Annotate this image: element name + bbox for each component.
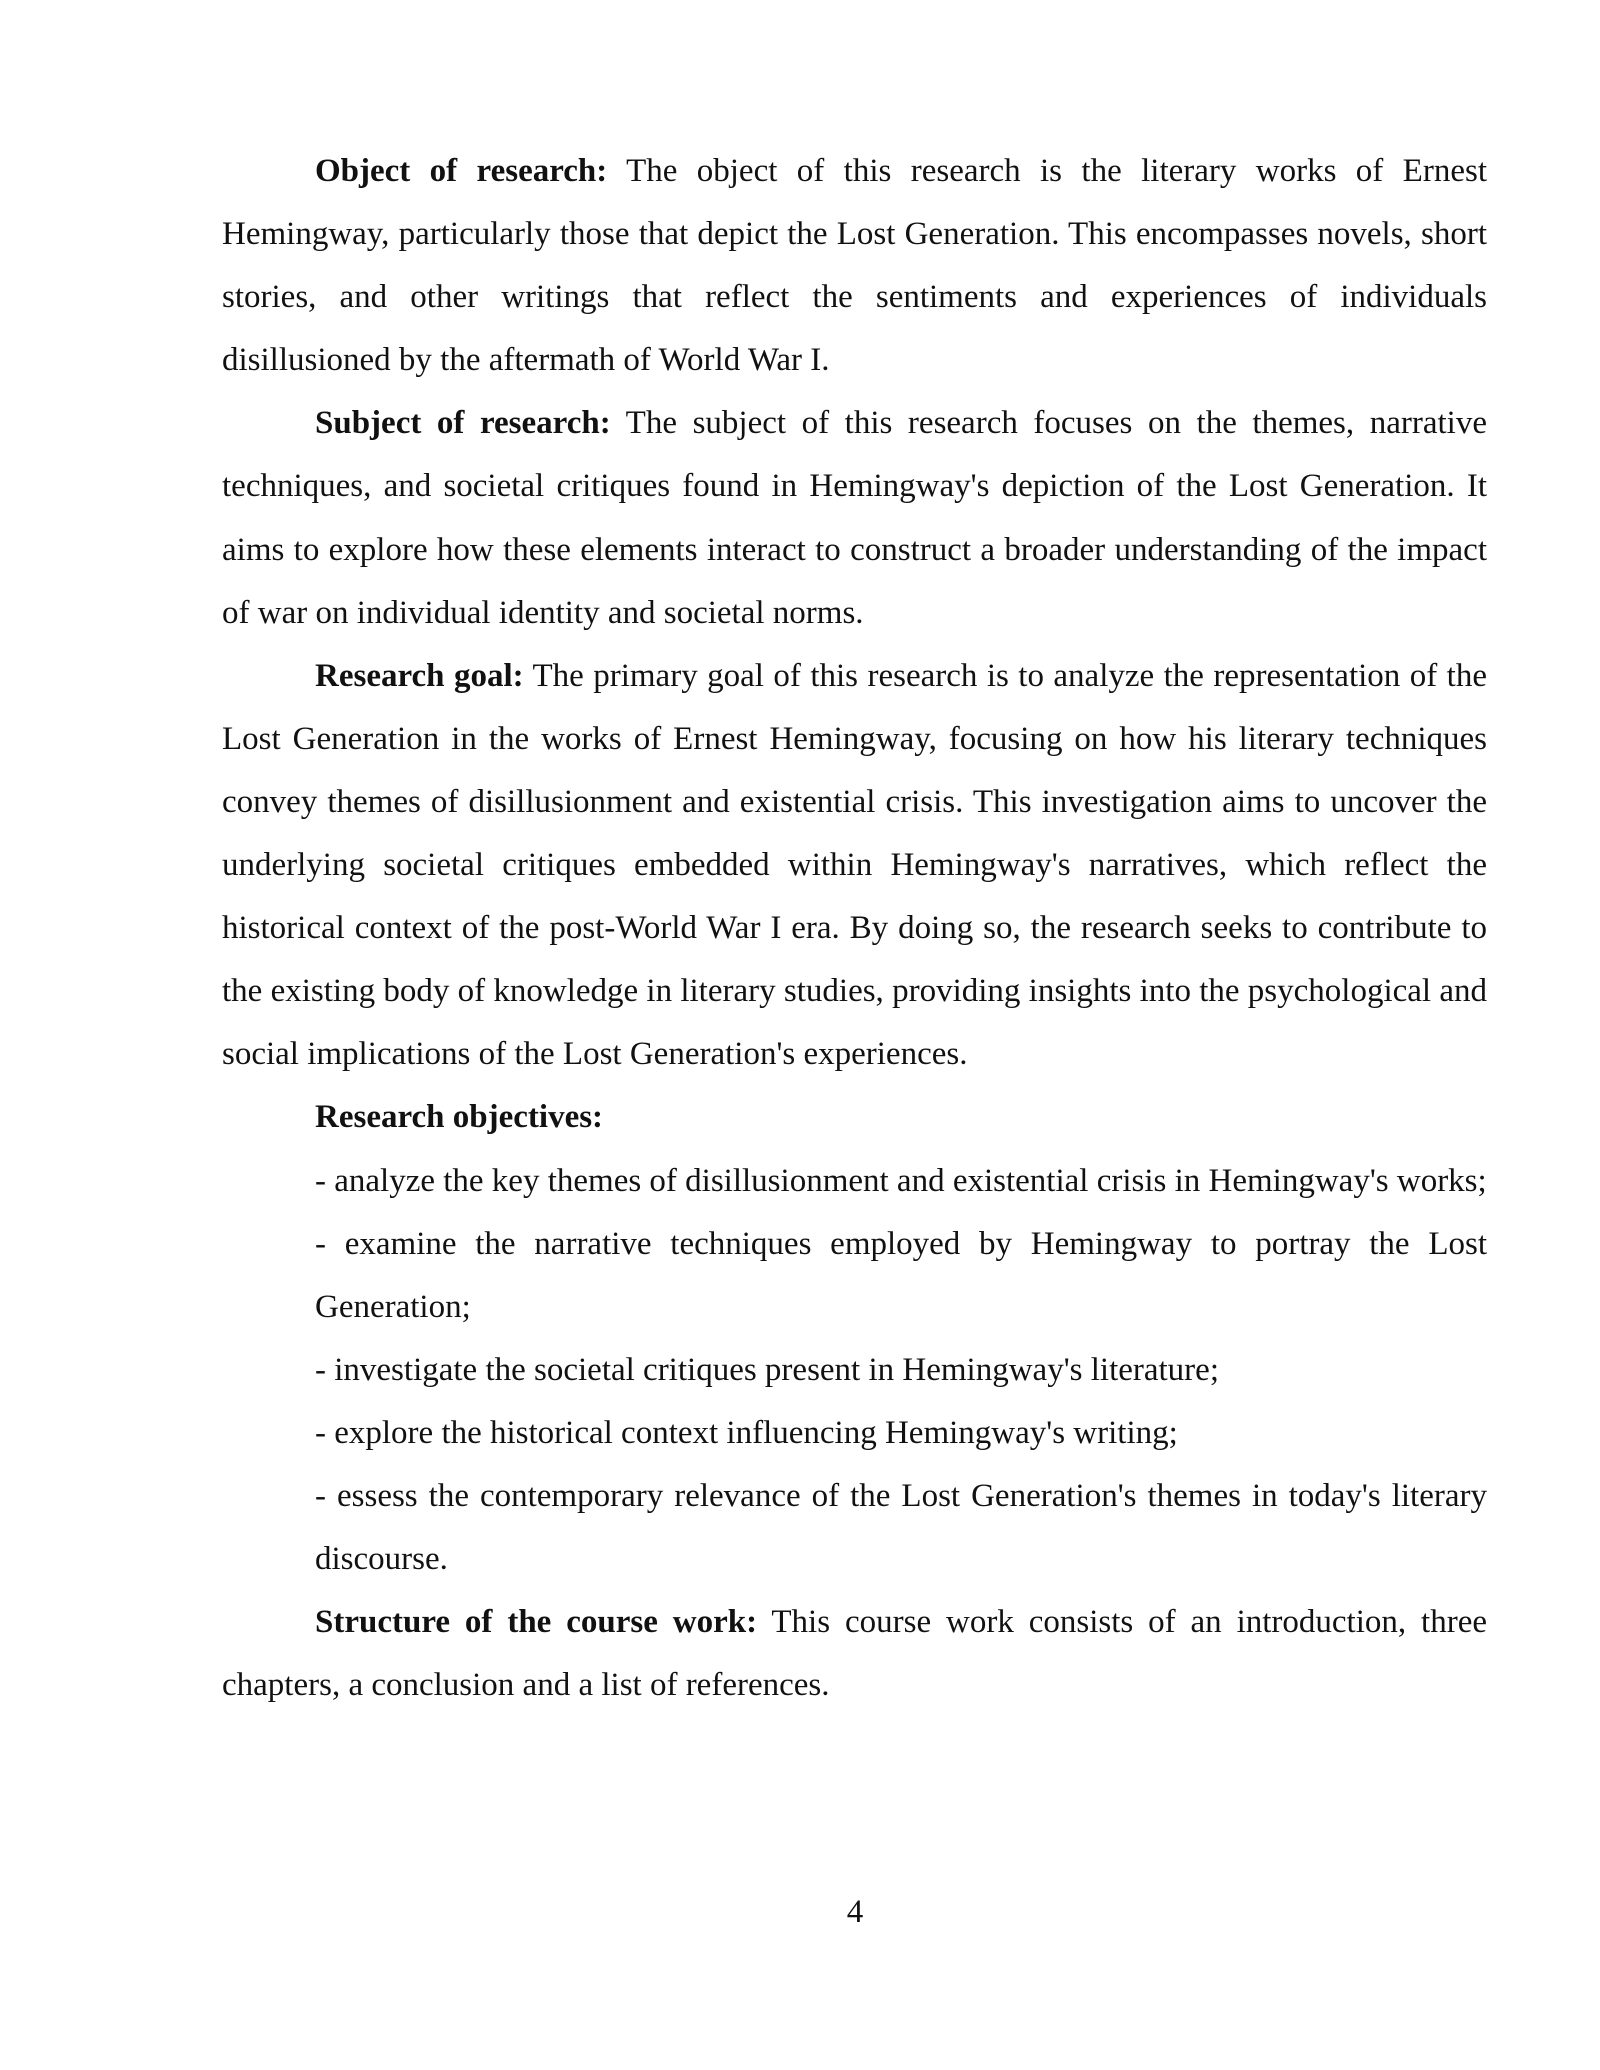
object-of-research-label: Object of research: — [315, 153, 608, 189]
objective-item: - essess the contemporary relevance of the Lost Generation's themes in today's literary discourse. — [315, 1477, 1487, 1578]
subject-of-research-paragraph — [222, 392, 1487, 644]
object-of-research-text: The object of this research is the literary works of Ernest Hemingway, particularly those that depict the Lost Generation. This encompasses novels, short stories, and other writings that reflect the sentiments and experiences of individuals disillusioned by the aftermath of World War I. — [222, 153, 1487, 379]
page-body — [222, 140, 1487, 1717]
structure-paragraph — [222, 1591, 1487, 1717]
research-objectives-heading: Research objectives: — [315, 1099, 604, 1136]
structure-label: Structure of the course work: — [315, 1604, 758, 1641]
objective-item: - analyze the key themes of disillusionment and existential crisis in Hemingway's works; — [315, 1162, 1487, 1199]
objective-item: - explore the historical context influencing Hemingway's writing; — [315, 1414, 1178, 1451]
structure-text: This course work consists of an introduction, three chapters, a conclusion and a list of references. — [222, 1604, 1488, 1704]
research-goal-label: Research goal: — [315, 657, 524, 694]
objective-item: - examine the narrative techniques employed by Hemingway to portray the Lost Generation; — [315, 1225, 1487, 1325]
object-of-research-paragraph — [222, 140, 1487, 392]
subject-of-research-text: The subject of this research focuses on the themes, narrative techniques, and societal critiques found in Hemingway's depiction of the Lost Generation. It aims to explore how these elements interact to construct a broader understanding of the impact of war on individual identity and societal norms. — [222, 405, 1487, 631]
subject-of-research-label: Subject of research: — [315, 405, 611, 442]
page-number: 4 — [846, 1894, 864, 1930]
research-goal-paragraph — [222, 645, 1487, 1087]
research-goal-text: The primary goal of this research is to analyze the representation of the Lost Generation in the works of Ernest Hemingway, focusing on how his literary techniques convey themes of disillusionment and existential crisis. This investigation aims to uncover the underlying societal critiques embedded within Hemingway's narratives, which reflect the historical context of the post-World War I era. By doing so, the research seeks to contribute to the existing body of knowledge in literary studies, providing insights into the psychological and social implications of the Lost Generation's experiences. — [222, 657, 1487, 1073]
objective-item: - investigate the societal critiques present in Hemingway's literature; — [315, 1351, 1219, 1388]
